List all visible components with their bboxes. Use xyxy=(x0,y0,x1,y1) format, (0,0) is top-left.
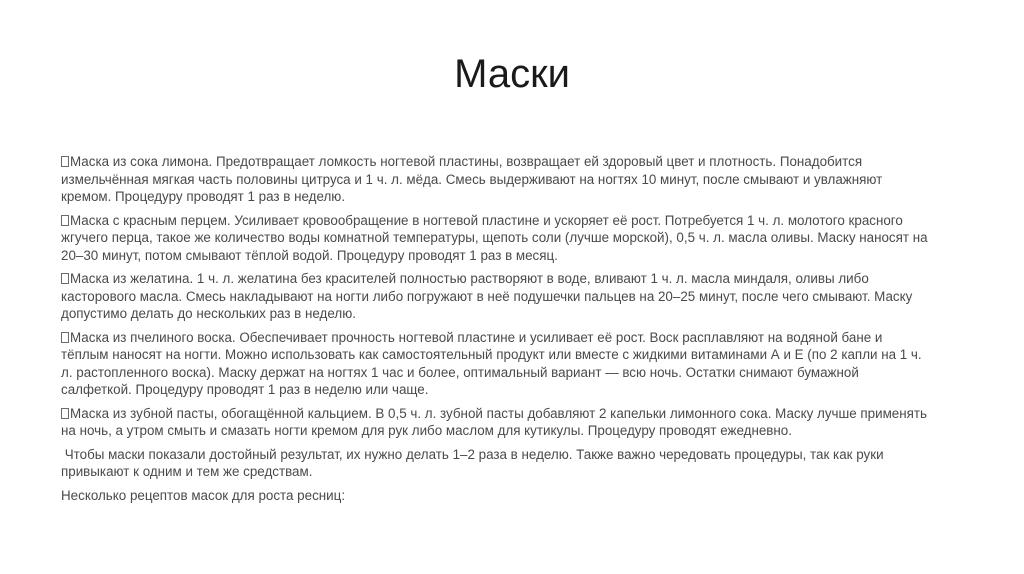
missing-glyph-icon xyxy=(61,156,69,167)
paragraph-toothpaste-mask xyxy=(61,405,931,440)
slide-title: Маски xyxy=(454,52,570,96)
missing-glyph-icon xyxy=(61,215,69,226)
paragraph-text: Маска с красным перцем. Усиливает кровообращение в ногтевой пластине и ускоряет её рост. Потребуется 1 ч. л. молотого красного жгучего перца, такое же количество воды комнатной температуры, щепоть соли (лучше морской), 0,5 ч. л. масла оливы. Маску наносят на 20–30 минут, потом смывают тёплой водой. Процедуру проводят 1 раз в месяц. xyxy=(61,212,928,263)
paragraph-pepper-mask xyxy=(61,212,931,265)
paragraph-beeswax-mask xyxy=(61,329,931,399)
paragraph-text: Маска из желатина. 1 ч. л. желатина без красителей полностью растворяют в воде, вливают 1 ч. л. масла миндаля, оливы либо касторового масла. Смесь накладывают на ногти либо погружают в неё подушечки пальцев на 20–25 минут, после чего смывают. Маску допустимо делать до нескольких раз в неделю. xyxy=(61,271,913,321)
paragraph-text: Маска из зубной пасты, обогащённой кальцием. В 0,5 ч. л. зубной пасты добавляют 2 капельки лимонного сока. Маску лучше применять на ночь, а утром смыть и смазать ногти кремом для рук либо маслом для кутикулы. Процедуру проводят ежедневно. xyxy=(61,405,928,438)
paragraph-text: Чтобы маски показали достойный результат, их нужно делать 1–2 раза в неделю. Также важно чередовать процедуры, так как руки привыкают к одним и тем же средствам. xyxy=(61,446,888,479)
missing-glyph-icon xyxy=(61,332,69,343)
missing-glyph-icon xyxy=(61,408,69,419)
missing-glyph-icon xyxy=(61,273,69,284)
paragraph-lemon-mask xyxy=(61,153,931,206)
paragraph-text: Несколько рецептов масок для роста ресниц: xyxy=(61,487,346,503)
paragraph-text: Маска из сока лимона. Предотвращает ломкость ногтевой пластины, возвращает ей здоровый цвет и плотность. Понадобится измельчённая мягкая часть половины цитруса и 1 ч. л. мёда. Смесь выдерживают на ногтях 10 минут, после смывают и увлажняют кремом. Процедуру проводят 1 раз в неделю. xyxy=(61,154,883,204)
paragraph-text: Маска из пчелиного воска. Обеспечивает прочность ногтевой пластине и усиливает её рост. Воск расплавляют на водяной бане и тёплым наносят на ногти. Можно использовать как самостоятельный продукт или вместе с жидкими витаминами А и Е (по 2 капли на 1 ч. л. растопленного воска). Маску держат на ногтях 1 час и более, оптимальный вариант — всю ночь. Остатки снимают бумажной салфеткой. Процедуру проводят 1 раз в неделю или чаще. xyxy=(61,329,922,397)
paragraph-advice xyxy=(61,446,931,481)
paragraph-gelatin-mask xyxy=(61,270,931,323)
slide-body xyxy=(61,153,931,510)
paragraph-eyelash-intro xyxy=(61,487,931,505)
